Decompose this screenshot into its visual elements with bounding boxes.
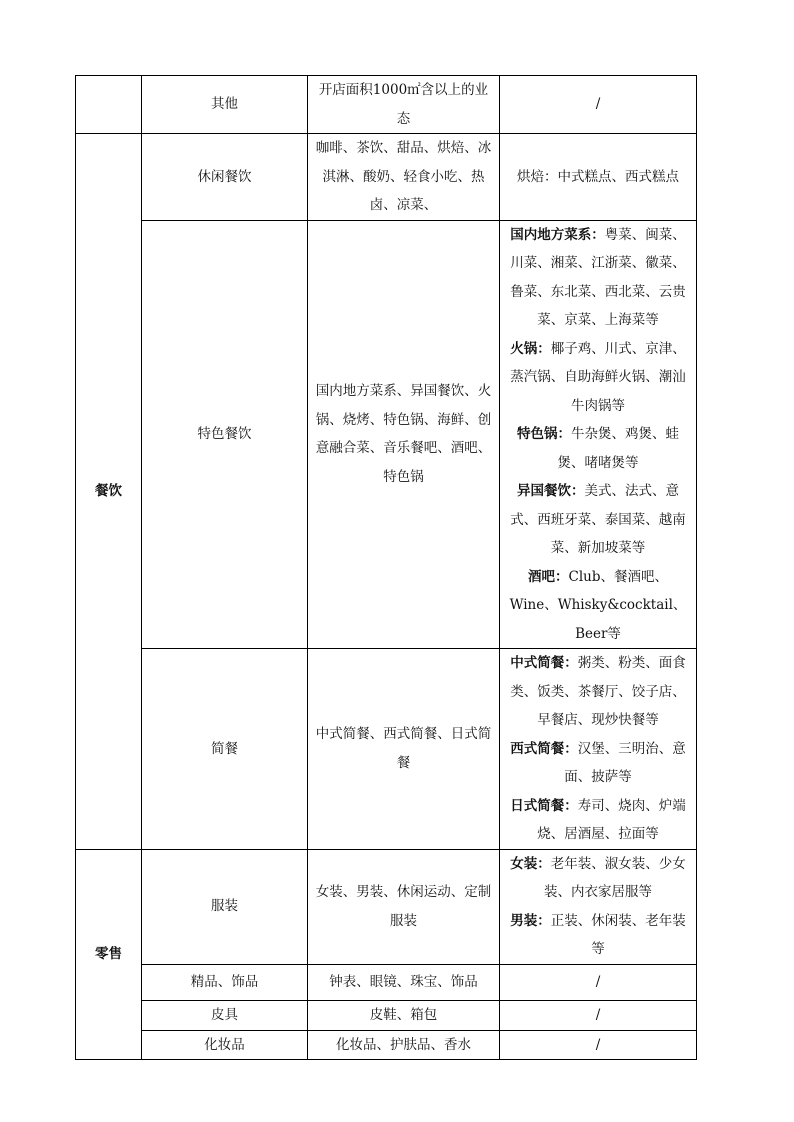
detail-text: 正装、休闲装、老年装等 — [550, 912, 686, 957]
table-row — [76, 76, 697, 134]
detail-text: 椰子鸡、川式、京津、蒸汽锅、自助海鲜火锅、潮汕牛肉锅等 — [510, 340, 686, 414]
types-cell: 皮鞋、箱包 — [308, 1000, 500, 1030]
detail-text: 汉堡、三明治、意面、披萨等 — [564, 740, 686, 785]
table-row — [76, 1030, 697, 1060]
subcategory-cell: 休闲餐饮 — [142, 134, 308, 221]
detail-entry — [504, 907, 692, 964]
table-row — [76, 134, 697, 221]
table-row — [76, 220, 697, 649]
detail-text: 老年装、淑女装、少女装、内衣家居服等 — [544, 855, 686, 900]
subcategory-cell: 化妆品 — [142, 1030, 308, 1060]
category-cell-retail: 零售 — [76, 849, 142, 1060]
category-cell-food: 餐饮 — [76, 134, 142, 850]
detail-label: 中式简餐： — [510, 655, 578, 671]
detail-label: 火锅： — [510, 340, 551, 357]
types-cell: 中式简餐、西式简餐、日式简餐 — [308, 649, 500, 850]
detail-text: 粤菜、闽菜、川菜、湘菜、江浙菜、徽菜、鲁菜、东北菜、西北菜、云贵菜、京菜、上海菜等 — [510, 226, 686, 328]
detail-cell: / — [500, 1030, 697, 1060]
detail-label: 西式简餐： — [510, 740, 578, 757]
detail-text: 美式、法式、意式、西班牙菜、泰国菜、越南菜、新加坡菜等 — [510, 483, 686, 556]
detail-entry — [504, 335, 692, 421]
table-row — [76, 1000, 697, 1030]
subcategory-cell: 其他 — [142, 76, 308, 134]
detail-text: 粥类、粉类、面食类、饭类、茶餐厅、饺子店、早餐店、现炒快餐等 — [510, 655, 686, 728]
detail-cell: / — [500, 1000, 697, 1030]
subcategory-cell: 服装 — [142, 849, 308, 964]
detail-entry — [504, 477, 692, 563]
table-row — [76, 849, 697, 964]
detail-entry — [504, 420, 692, 477]
types-cell: 化妆品、护肤品、香水 — [308, 1030, 500, 1060]
detail-text: 牛杂煲、鸡煲、蛙煲、啫啫煲等 — [557, 426, 679, 471]
types-cell: 女装、男装、休闲运动、定制服装 — [308, 849, 500, 964]
detail-cell — [500, 220, 697, 649]
detail-label: 酒吧： — [528, 568, 569, 585]
table-row — [76, 649, 697, 850]
detail-label: 异国餐饮： — [517, 483, 585, 499]
detail-label: 女装： — [510, 855, 551, 872]
detail-entry — [504, 735, 692, 792]
detail-cell: / — [500, 76, 697, 134]
detail-entry — [504, 221, 692, 335]
detail-label: 日式简餐： — [510, 797, 578, 814]
types-cell: 开店面积1000㎡含以上的业态 — [308, 76, 500, 134]
business-type-table — [75, 75, 697, 1060]
types-cell: 钟表、眼镜、珠宝、饰品 — [308, 964, 500, 1000]
detail-cell: / — [500, 964, 697, 1000]
subcategory-cell: 特色餐饮 — [142, 220, 308, 649]
subcategory-cell: 精品、饰品 — [142, 964, 308, 1000]
detail-label: 特色锅： — [517, 426, 571, 442]
detail-cell — [500, 649, 697, 850]
subcategory-cell: 皮具 — [142, 1000, 308, 1030]
detail-label: 国内地方菜系： — [510, 226, 605, 243]
detail-entry — [504, 850, 692, 907]
table-row — [76, 964, 697, 1000]
detail-entry — [504, 792, 692, 849]
detail-cell — [500, 849, 697, 964]
types-cell: 国内地方菜系、异国餐饮、火锅、烧烤、特色锅、海鲜、创意融合菜、音乐餐吧、酒吧、特色锅 — [308, 220, 500, 649]
subcategory-cell: 简餐 — [142, 649, 308, 850]
detail-text: Club、餐酒吧、Wine、Whisky&cocktail、Beer等 — [509, 568, 687, 642]
detail-text: 寿司、烧肉、炉端烧、居酒屋、拉面等 — [537, 797, 686, 842]
types-cell: 咖啡、茶饮、甜品、烘焙、冰淇淋、酸奶、轻食小吃、热卤、凉菜、 — [308, 134, 500, 221]
detail-cell: 烘焙：中式糕点、西式糕点 — [500, 134, 697, 221]
detail-entry — [504, 649, 692, 735]
category-cell-empty — [76, 76, 142, 134]
detail-label: 男装： — [510, 912, 551, 929]
detail-entry — [504, 563, 692, 649]
